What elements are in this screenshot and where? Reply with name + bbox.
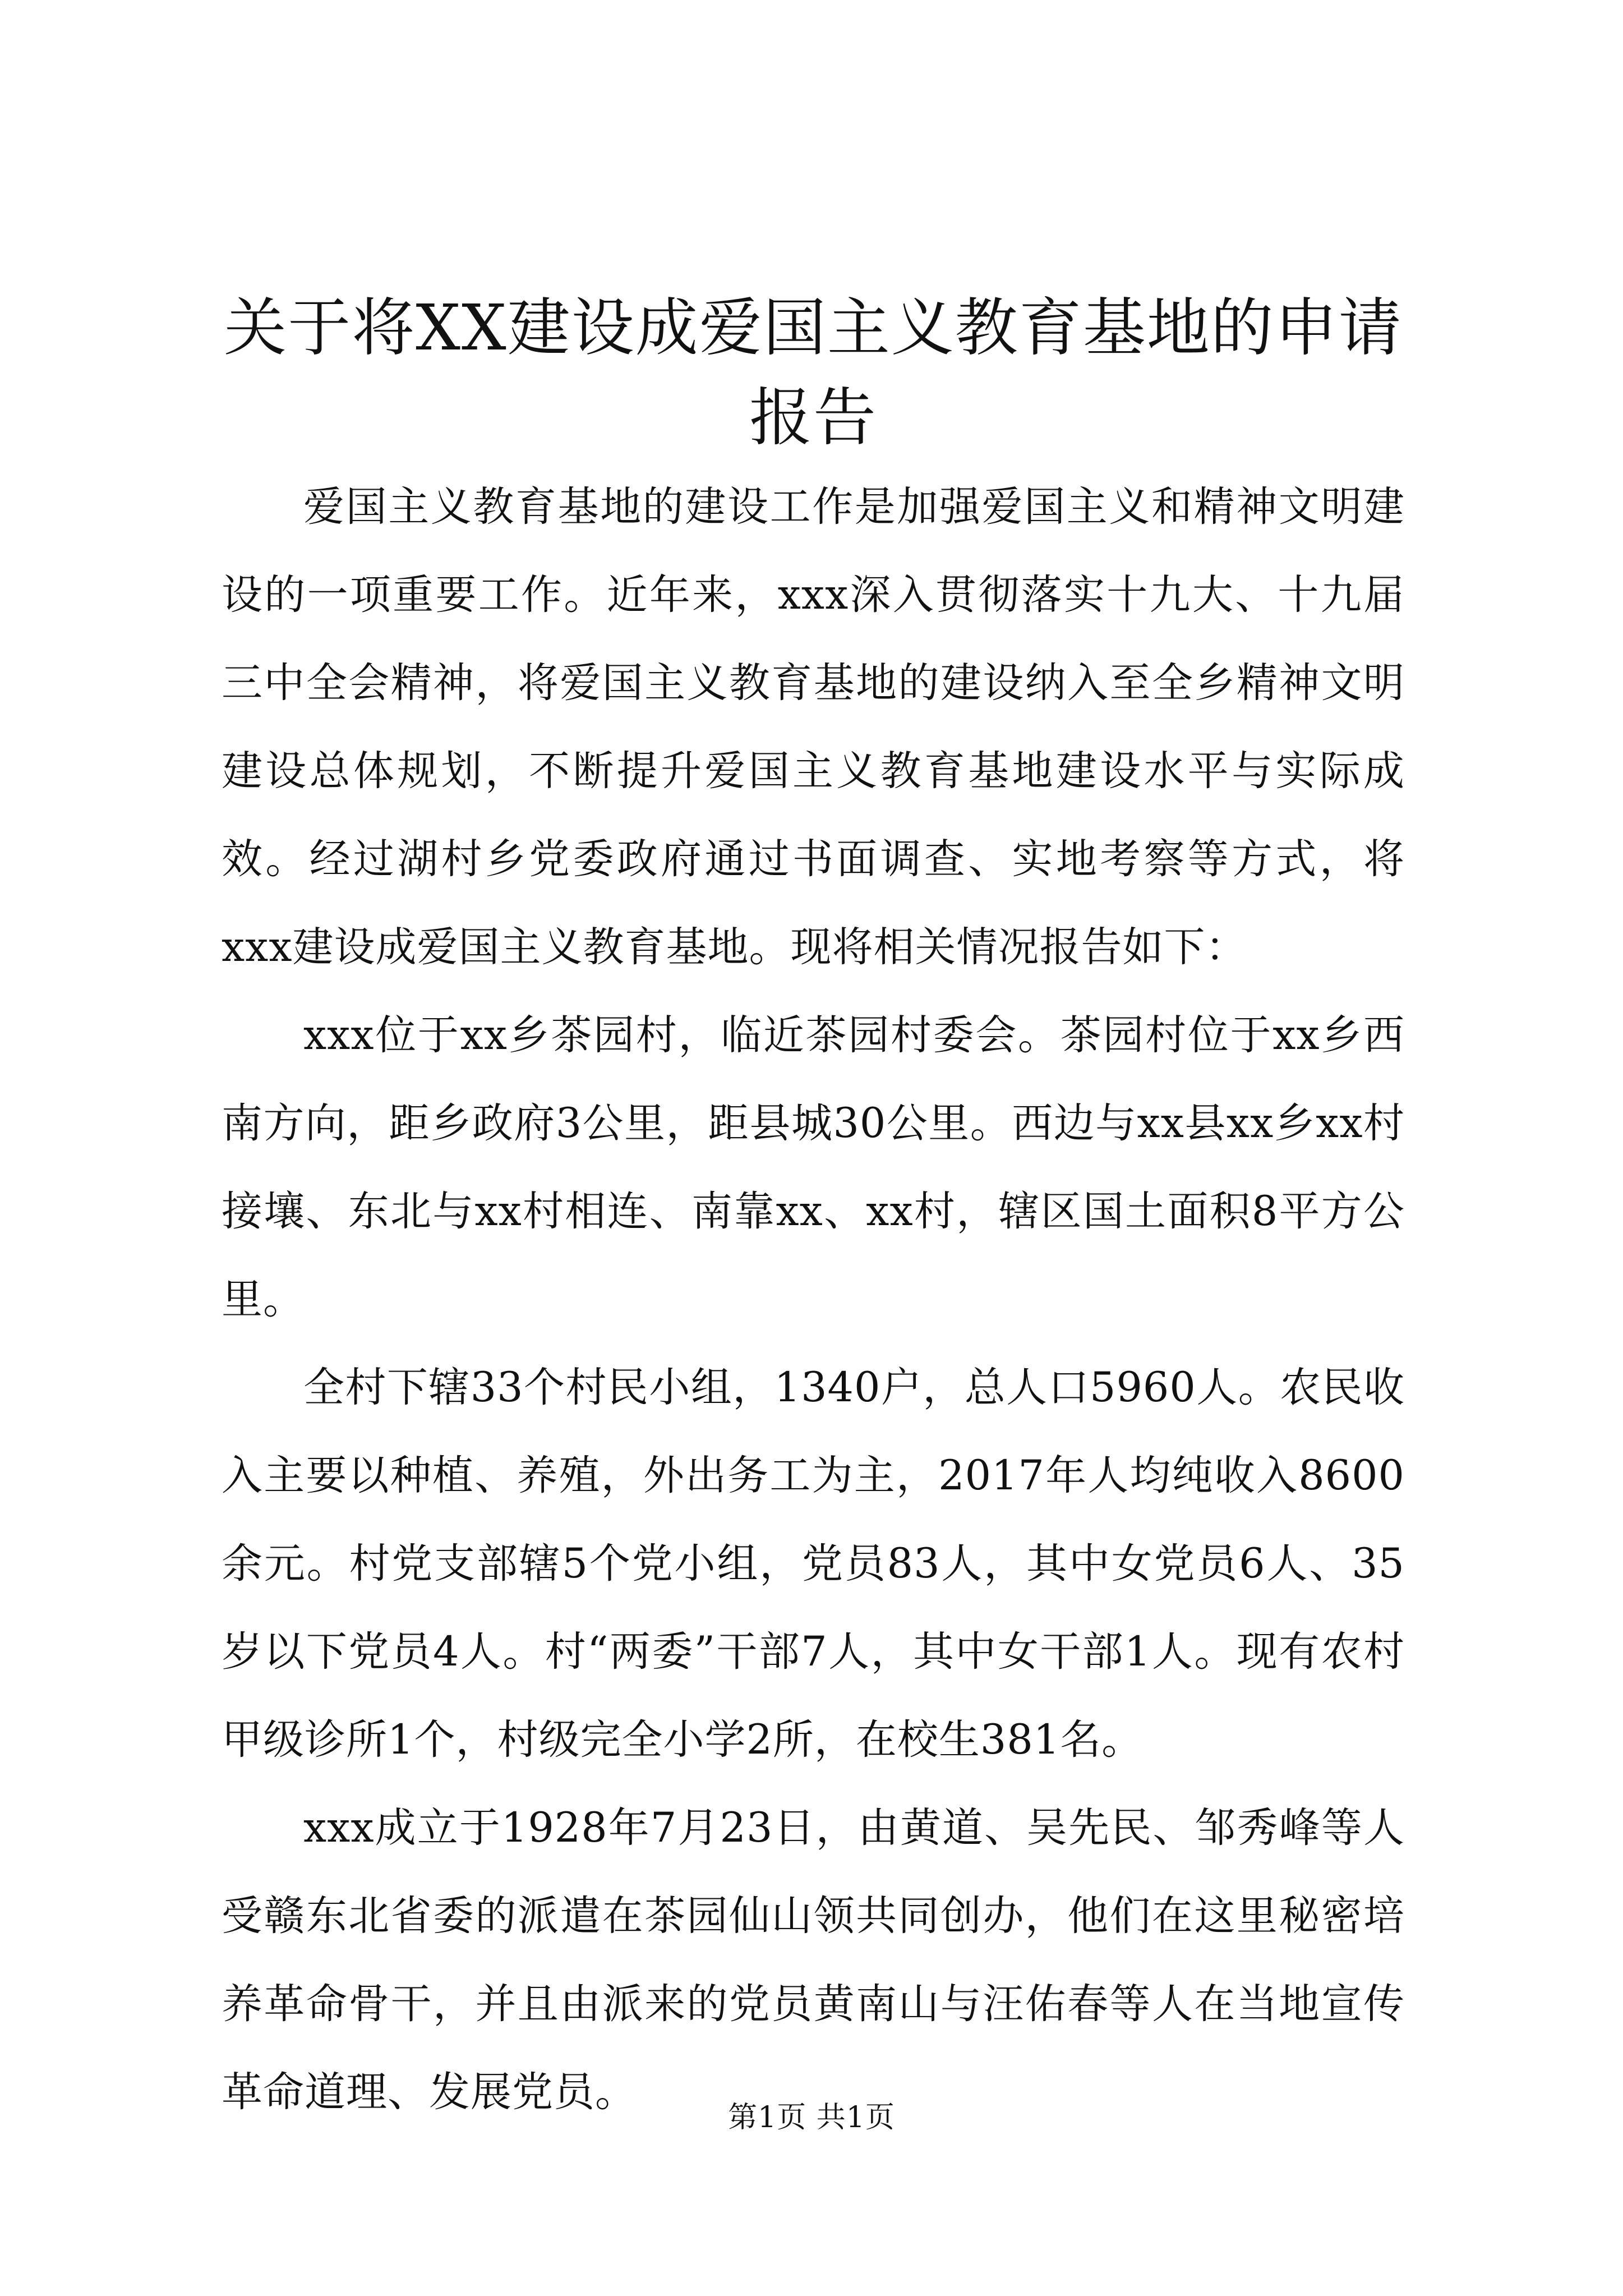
document-title: 关于将XX建设成爱国主义教育基地的申请报告 (224, 292, 1403, 454)
paragraph-population: 全村下辖33个村民小组，1340户，总人口5960人。农民收入主要以种植、养殖，外出务工为主，2017年人均纯收入8600余元。村党支部辖5个党小组，党员83人，其中女党员6人、35岁以下党员4人。村“两委”干部7人，其中女干部1人。现有农村甲级诊所1个，村级完全小学2所，在校生381名。 (222, 1364, 1405, 1764)
paragraph-intro: 爱国主义教育基地的建设工作是加强爱国主义和精神文明建设的一项重要工作。近年来，xxx深入贯彻落实十九大、十九届三中全会精神，将爱国主义教育基地的建设纳入至全乡精神文明建设总体规划，不断提升爱国主义教育基地建设水平与实际成效。经过湖村乡党委政府通过书面调查、实地考察等方式，将xxx建设成爱国主义教育基地。现将相关情况报告如下： (222, 483, 1405, 971)
page-footer: 第1页 共1页 (728, 2101, 895, 2134)
paragraph-history: xxx成立于1928年7月23日，由黄道、吴先民、邹秀峰等人受赣东北省委的派遣在茶园仙山领共同创办，他们在这里秘密培养革命骨干，并且由派来的党员黄南山与汪佑春等人在当地宣传革命道理、发展党员。 (222, 1804, 1405, 2116)
paragraph-location: xxx位于xx乡茶园村，临近茶园村委会。茶园村位于xx乡西南方向，距乡政府3公里，距县城30公里。西边与xx县xx乡xx村接壤、东北与xx村相连、南靠xx、xx村，辖区国土面积8平方公里。 (222, 1011, 1405, 1323)
document-body (222, 463, 1405, 2136)
